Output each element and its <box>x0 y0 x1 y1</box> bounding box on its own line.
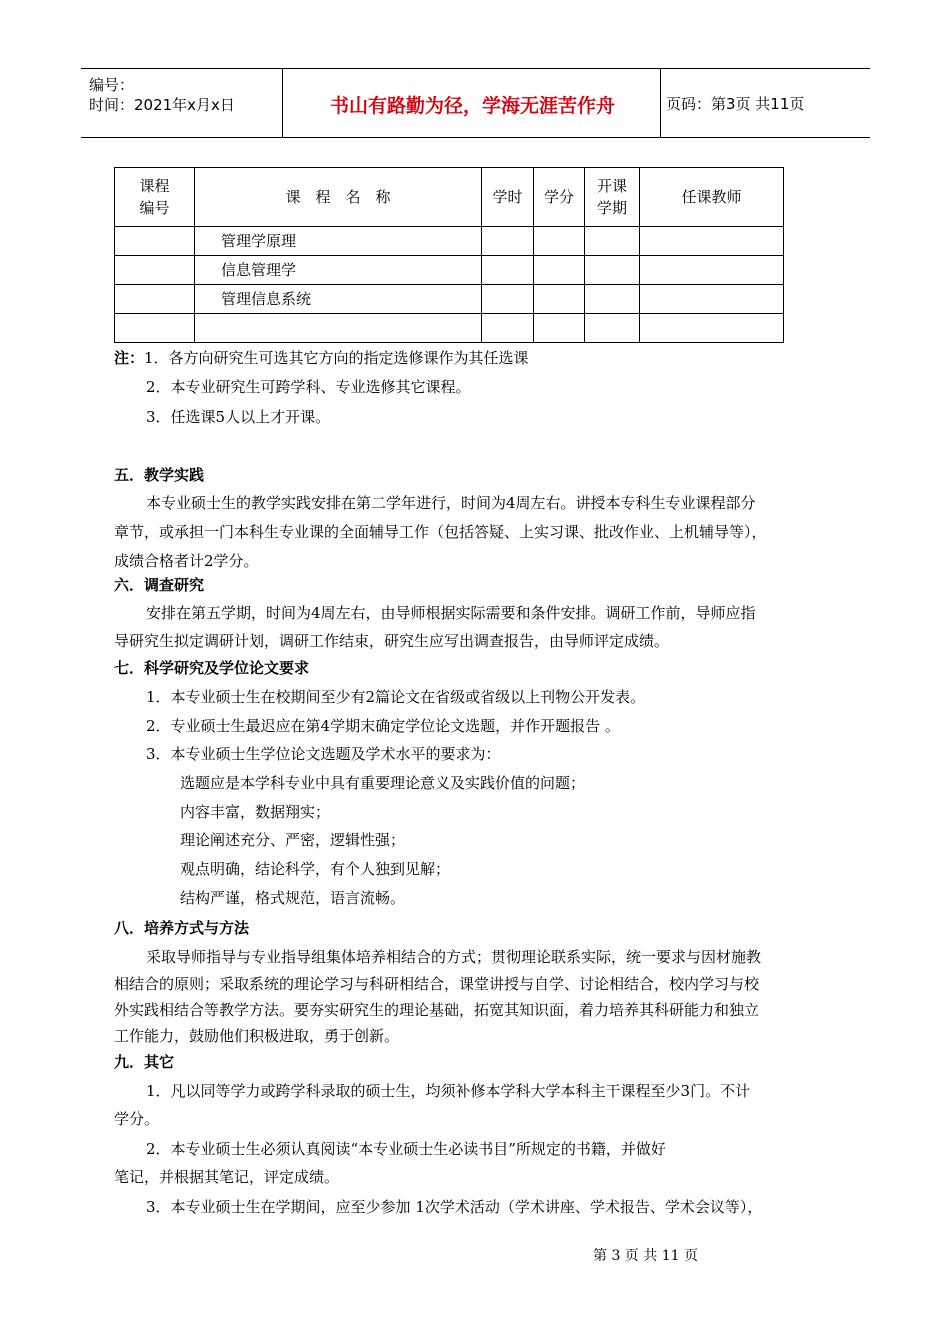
note-3: 3．任选课5人以上才开课。 <box>146 408 331 426</box>
header-divider <box>660 69 661 137</box>
header-credits: 学分 <box>534 168 585 227</box>
course-name: 管理信息系统 <box>195 285 482 314</box>
requirement-item: 观点明确，结论科学，有个人独到见解； <box>180 860 451 878</box>
paragraph-line: 3．本专业硕士生在学期间，应至少参加 1次学术活动（学术讲座、学术报告、学术会议等）， <box>146 1198 763 1216</box>
note-1: 注：1．各方向研究生可选其它方向的指定选修课作为其任选课 <box>114 349 529 367</box>
requirement-item: 内容丰富，数据翔实； <box>180 803 331 821</box>
header-term: 开课 学期 <box>585 168 640 227</box>
paragraph-line: 章节，或承担一门本科生专业课的全面辅导工作（包括答疑、上实习课、批改作业、上机辅导等）， <box>114 523 767 541</box>
paragraph-line: 笔记，并根据其笔记，评定成绩。 <box>114 1168 340 1186</box>
table-row <box>115 314 784 343</box>
section-7-title: 七．科学研究及学位论文要求 <box>114 659 310 677</box>
course-name <box>195 314 482 343</box>
header-motto: 书山有路勤为径，学海无涯苦作舟 <box>329 95 615 117</box>
paragraph-line: 外实践相结合等教学方法。要夯实研究生的理论基础，拓宽其知识面，着力培养其科研能力和独立 <box>114 1001 760 1019</box>
section-8-title: 八．培养方式与方法 <box>114 919 250 937</box>
paragraph-line: 安排在第五学期，时间为4周左右，由导师根据实际需要和条件安排。调研工作前，导师应指 <box>146 604 756 622</box>
course-name: 管理学原理 <box>195 227 482 256</box>
page-header <box>81 68 870 138</box>
list-item: 3．本专业硕士生学位论文选题及学术水平的要求为： <box>146 745 501 763</box>
note-2: 2．本专业研究生可跨学科、专业选修其它课程。 <box>146 378 471 396</box>
document-number: 编号： <box>89 76 135 94</box>
header-course-name: 课 程 名 称 <box>195 168 482 227</box>
table-row <box>115 285 784 314</box>
requirement-item: 理论阐述充分、严密，逻辑性强； <box>180 831 406 849</box>
header-page-number: 页码：第3页 共11页 <box>666 95 805 113</box>
paragraph-line: 成绩合格者计2学分。 <box>114 552 259 570</box>
requirement-item: 选题应是本学科专业中具有重要理论意义及实践价值的问题； <box>180 774 586 792</box>
paragraph-line: 1．凡以同等学力或跨学科录取的硕士生，均须补修本学科大学本科主干课程至少3门。不计 <box>146 1082 751 1100</box>
paragraph-line: 本专业硕士生的教学实践安排在第二学年进行，时间为4周左右。讲授本专科生专业课程部分 <box>146 494 756 512</box>
table-row <box>115 227 784 256</box>
section-5-title: 五．教学实践 <box>114 466 205 484</box>
table-row <box>115 256 784 285</box>
section-6-title: 六．调查研究 <box>114 576 205 594</box>
document-time: 时间：2021年x月x日 <box>89 96 235 114</box>
paragraph-line: 采取导师指导与专业指导组集体培养相结合的方式；贯彻理论联系实际，统一要求与因材施教 <box>146 948 762 966</box>
list-item: 2．专业硕士生最迟应在第4学期末确定学位论文选题，并作开题报告 。 <box>146 717 620 735</box>
paragraph-line: 相结合的原则；采取系统的理论学习与科研相结合，课堂讲授与自学、讨论相结合，校内学习与校 <box>114 975 760 993</box>
section-9-title: 九．其它 <box>114 1053 175 1071</box>
header-course-code: 课程 编号 <box>115 168 195 227</box>
requirement-item: 结构严谨，格式规范，语言流畅。 <box>180 889 406 907</box>
list-item: 1．本专业硕士生在校期间至少有2篇论文在省级或省级以上刊物公开发表。 <box>146 688 646 706</box>
course-name: 信息管理学 <box>195 256 482 285</box>
paragraph-line: 工作能力，鼓励他们积极进取，勇于创新。 <box>114 1027 400 1045</box>
header-divider <box>282 69 283 137</box>
header-info <box>89 75 235 115</box>
paragraph-line: 导研究生拟定调研计划，调研工作结束，研究生应写出调查报告，由导师评定成绩。 <box>114 632 670 650</box>
paragraph-line: 学分。 <box>114 1110 160 1128</box>
course-table <box>114 167 784 343</box>
page-footer: 第 3 页 共 11 页 <box>593 1248 698 1264</box>
header-teacher: 任课教师 <box>640 168 784 227</box>
header-hours: 学时 <box>482 168 534 227</box>
paragraph-line: 2．本专业硕士生必须认真阅读“本专业硕士生必读书目”所规定的书籍，并做好 <box>146 1140 666 1158</box>
table-header-row <box>115 168 784 227</box>
